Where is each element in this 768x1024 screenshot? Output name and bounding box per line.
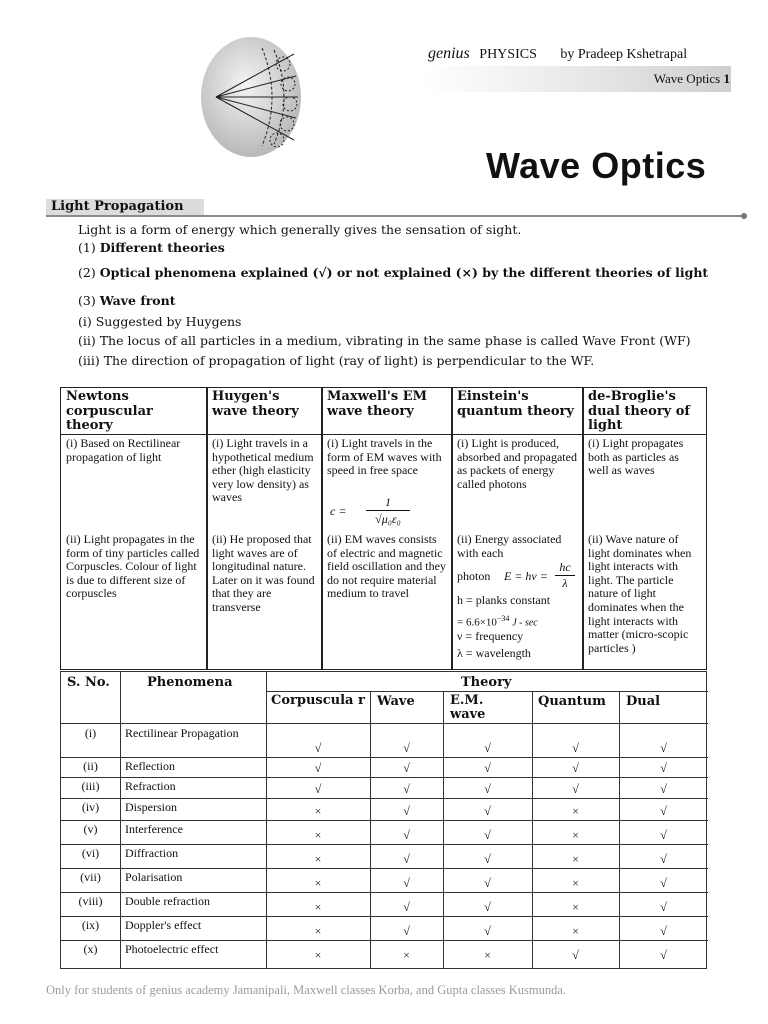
row-sno: (v) [83,822,98,836]
tick-mark: √ [660,804,667,818]
tick-mark: √ [572,948,579,962]
theory-cell: (ii) He proposed that light waves are of longitudinal nature. Later on it was found that they are transverse [212,532,315,614]
tick-mark: √ [572,782,579,796]
row-sno: (ix) [81,918,100,932]
tick-mark: √ [484,804,491,818]
row-sno: (i) [84,726,97,740]
tick-mark: √ [403,900,410,914]
tick-mark: √ [484,900,491,914]
tick-mark: √ [660,761,667,775]
cross-mark: × [314,948,322,962]
tick-mark: √ [660,828,667,842]
cross-mark: × [314,900,322,914]
tick-mark: √ [403,852,410,866]
row-phenomenon: Interference [125,822,183,836]
intro-text: Light is a form of energy which generally gives the sensation of sight. [78,222,522,237]
theory-col-em: E.M. wave [450,693,486,722]
row-sno: (iv) [81,800,100,814]
subject-name: PHYSICS [479,47,537,62]
wavelength-label: λ = wavelength [457,646,531,660]
tick-mark: √ [484,782,491,796]
theory-header: Theory [461,675,512,690]
brand-name: genius [428,45,470,62]
theory-cell: (i) Light propagates both as particles as well as waves [588,436,684,478]
row-phenomenon: Rectilinear Propagation [125,726,239,740]
item-different-theories: (1) Different theories [78,240,225,255]
cross-mark: × [572,900,579,914]
row-sno: (x) [83,942,98,956]
row-phenomenon: Doppler's effect [125,918,202,932]
theory-col-dual: Dual [626,694,661,709]
section-rule-dot [741,213,747,219]
row-sno: (vi) [81,846,100,860]
chapter-name: Wave Optics [653,71,721,86]
theory-col-quantum: Quantum [538,694,606,709]
theory-header: Newtons corpuscular theory [66,389,153,433]
theory-cell: (i) Light is produced, absorbed and propagated as packets of energy called photons [457,436,577,491]
tick-mark: √ [403,741,410,755]
wave-front-point: (iii) The direction of propagation of light (ray of light) is perpendicular to the WF. [78,353,595,368]
cross-mark: × [572,876,579,890]
theory-header: Einstein's quantum theory [457,389,574,419]
tick-mark: √ [660,948,667,962]
cross-mark: × [403,948,410,962]
tick-mark: √ [660,900,667,914]
theories-table [60,387,707,670]
row-sno: (iii) [81,779,100,793]
cross-mark: × [314,804,322,818]
row-sno: (viii) [78,894,103,908]
speed-of-light-formula: c = 1 √μ₀ε₀ [326,496,446,500]
author-name: by Pradeep Kshetrapal [560,47,688,62]
phenomena-header: Phenomena [147,675,233,690]
tick-mark: √ [660,924,667,938]
tick-mark: √ [403,804,410,818]
row-phenomenon: Refraction [125,779,176,793]
planck-constant-value: = $6.6\times 10^{-34}$ J - sec [457,614,538,629]
tick-mark: √ [484,761,491,775]
header-rule [266,691,708,692]
wavefront-logo-icon [200,36,302,158]
row-phenomenon: Photoelectric effect [125,942,219,956]
tick-mark: √ [484,828,491,842]
footer-note: Only for students of genius academy Jamanipali, Maxwell classes Korba, and Gupta classes Kusmunda. [46,983,567,997]
theory-cell: (ii) EM waves consists of electric and magnetic field oscillation and they do not require material medium to travel [327,532,446,601]
tick-mark: √ [403,828,410,842]
theory-cell: (ii) Energy associated with each [457,532,562,560]
tick-mark: √ [572,761,579,775]
cross-mark: × [572,804,579,818]
tick-mark: √ [403,782,410,796]
item-optical-phenomena: (2) Optical phenomena explained (√) or not explained (×) by the different theories of light [78,265,709,280]
phenomena-table [60,671,707,969]
row-phenomenon: Diffraction [125,846,179,860]
wave-front-point: (ii) The locus of all particles in a medium, vibrating in the same phase is called Wave Front (WF) [78,333,691,348]
tick-mark: √ [403,761,410,775]
cross-mark: × [314,924,322,938]
chapter-page-label [654,71,730,87]
tick-mark: √ [660,876,667,890]
planck-constant-label: h = planks constant [457,593,551,607]
frequency-label: ν = frequency [457,629,524,643]
running-header [428,45,728,63]
tick-mark: √ [660,852,667,866]
theory-header: Maxwell's EM wave theory [327,389,428,419]
theory-cell: (ii) Light propagates in the form of tiny particles called Corpuscles. Colour of light is due to different size of corpuscles [66,532,200,601]
theory-cell: (i) Light travels in a hypothetical medium ether (high elasticity very low density) as waves [212,436,314,505]
cross-mark: × [314,876,322,890]
sno-header: S. No. [67,675,110,690]
section-heading: Light Propagation [46,199,204,215]
theory-cell: (i) Light travels in the form of EM waves with speed in free space [327,436,442,478]
tick-mark: √ [314,741,322,755]
tick-mark: √ [484,876,491,890]
tick-mark: √ [314,782,322,796]
item-wave-front: (3) Wave front [78,293,176,308]
cross-mark: × [572,852,579,866]
tick-mark: √ [484,741,491,755]
cross-mark: × [572,828,579,842]
theory-cell: (ii) Wave nature of light dominates when light interacts with light. The particle nature of light dominates when the light interacts with matter (micro-scopic particles ) [588,532,692,655]
photon-energy-formula: photon E = hν = hc λ [452,561,582,601]
theory-cell: (i) Based on Rectilinear propagation of light [66,436,181,464]
row-phenomenon: Double refraction [125,894,210,908]
tick-mark: √ [660,741,667,755]
cross-mark: × [314,852,322,866]
tick-mark: √ [484,852,491,866]
page-number: 1 [723,71,730,86]
tick-mark: √ [314,761,322,775]
cross-mark: × [572,924,579,938]
theory-header: Huygen's wave theory [212,389,299,419]
wave-front-point: (i) Suggested by Huygens [78,314,242,329]
theory-col-wave: Wave [377,694,415,709]
tick-mark: √ [484,924,491,938]
theory-header: de-Broglie's dual theory of light [588,389,691,433]
page-title: Wave Optics [486,145,707,186]
row-phenomenon: Reflection [125,759,175,773]
row-phenomenon: Polarisation [125,870,183,884]
row-sno: (vii) [80,870,101,884]
cross-mark: × [314,828,322,842]
tick-mark: √ [660,782,667,796]
tick-mark: √ [572,741,579,755]
theory-col-corpuscular: Corpuscula r [271,693,365,708]
row-phenomenon: Dispersion [125,800,177,814]
cross-mark: × [484,948,491,962]
tick-mark: √ [403,924,410,938]
section-rule [46,215,744,217]
row-sno: (ii) [83,759,98,773]
tick-mark: √ [403,876,410,890]
